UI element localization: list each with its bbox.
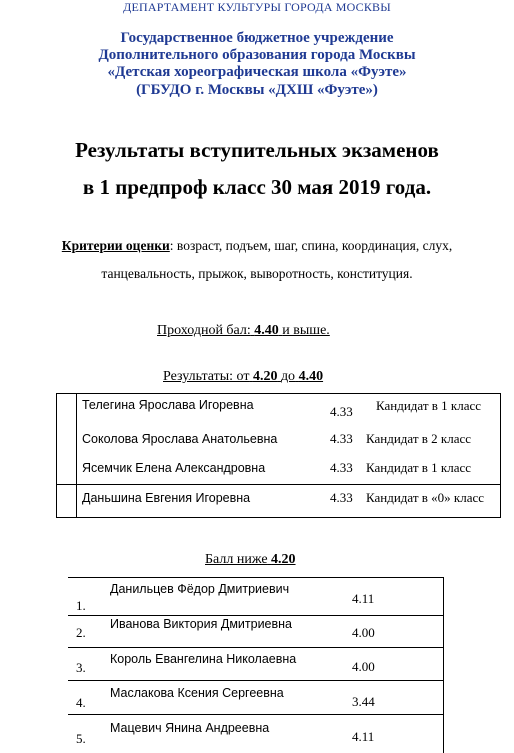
results-row-1-score: 4.33 xyxy=(330,404,353,419)
passing-label: Проходной бал: xyxy=(157,323,251,338)
below-row-3-score: 4.00 xyxy=(352,659,375,674)
below-row-4-name: Маслакова Ксения Сергеевна xyxy=(110,686,284,700)
criteria-text-1: : возраст, подъем, шаг, спина, координация, слух, xyxy=(169,238,453,253)
passing-value: 4.40 xyxy=(254,323,279,338)
results-row-3-name: Ясемчик Елена Александровна xyxy=(82,461,266,475)
table-border-right xyxy=(500,393,501,518)
criteria-label: Критерии оценки xyxy=(61,238,170,253)
below-row-3-num: 3. xyxy=(76,660,86,675)
results-from-word: от xyxy=(236,369,250,384)
results-row-3-status: Кандидат в 1 класс xyxy=(366,460,472,475)
below-row-1-num: 1. xyxy=(76,598,86,613)
results-row-4-name: Даньшина Евгения Игоревна xyxy=(82,491,251,505)
results-to: 4.40 xyxy=(298,369,324,384)
below-row-5-num: 5. xyxy=(76,731,86,746)
below-border-right xyxy=(443,577,444,753)
below-row-2-num: 2. xyxy=(76,625,86,640)
results-row-2-status: Кандидат в 2 класс xyxy=(366,431,472,446)
results-row-2-name: Соколова Ярослава Анатольевна xyxy=(82,432,278,446)
results-row-1-status: Кандидат в 1 класс xyxy=(376,398,482,413)
table-col-divider xyxy=(76,393,77,518)
page-title-line-1: Результаты вступительных экзаменов xyxy=(75,138,439,162)
below-heading xyxy=(205,552,296,568)
results-heading xyxy=(163,369,323,385)
below-row-1-score: 4.11 xyxy=(352,591,375,606)
below-row-5-score: 4.11 xyxy=(352,729,375,744)
below-row-4-score: 3.44 xyxy=(352,694,375,709)
below-row-divider-3 xyxy=(68,680,444,681)
results-row-4-status: Кандидат в «0» класс xyxy=(366,490,485,505)
org-line-3: «Детская хореографическая школа «Фуэте» xyxy=(107,64,407,80)
passing-suffix: и выше. xyxy=(282,323,330,338)
results-row-3-score: 4.33 xyxy=(330,460,353,475)
below-row-5-name: Мацевич Янина Андреевна xyxy=(110,721,270,735)
below-row-4-num: 4. xyxy=(76,695,86,710)
department-header: ДЕПАРТАМЕНТ КУЛЬТУРЫ ГОРОДА МОСКВЫ xyxy=(123,0,391,14)
below-row-1-name: Данильцев Фёдор Дмитриевич xyxy=(110,582,290,596)
below-row-divider-1 xyxy=(68,615,444,616)
below-row-2-score: 4.00 xyxy=(352,625,375,640)
below-row-2-name: Иванова Виктория Дмитриевна xyxy=(110,617,293,631)
below-row-divider-2 xyxy=(68,647,444,648)
table-border-left xyxy=(56,393,57,518)
results-label: Результаты: xyxy=(163,369,233,384)
org-line-1: Государственное бюджетное учреждение xyxy=(120,30,394,46)
org-line-4: (ГБУДО г. Москвы «ДХШ «Фуэте») xyxy=(136,82,378,98)
results-row-4-score: 4.33 xyxy=(330,490,353,505)
table-border-top xyxy=(56,393,501,394)
results-row-2-score: 4.33 xyxy=(330,431,353,446)
page-title-line-2: в 1 предпроф класс 30 мая 2019 года. xyxy=(82,175,432,199)
results-from: 4.20 xyxy=(252,369,278,384)
table-row-divider xyxy=(56,484,501,485)
below-label: Балл ниже xyxy=(205,552,268,567)
results-to-word: до xyxy=(280,369,296,384)
results-row-1-name: Телегина Ярослава Игоревна xyxy=(82,398,254,412)
table-border-bottom xyxy=(56,517,501,518)
org-line-2: Дополнительного образования города Москвы xyxy=(98,47,416,63)
below-row-divider-4 xyxy=(68,714,444,715)
below-border-top xyxy=(68,577,444,578)
passing-score xyxy=(157,323,330,339)
below-value: 4.20 xyxy=(271,552,296,567)
criteria-line-1 xyxy=(0,238,514,254)
below-row-3-name: Король Евангелина Николаевна xyxy=(110,652,297,666)
criteria-line-2: танцевальность, прыжок, выворотность, конституция. xyxy=(101,266,413,281)
